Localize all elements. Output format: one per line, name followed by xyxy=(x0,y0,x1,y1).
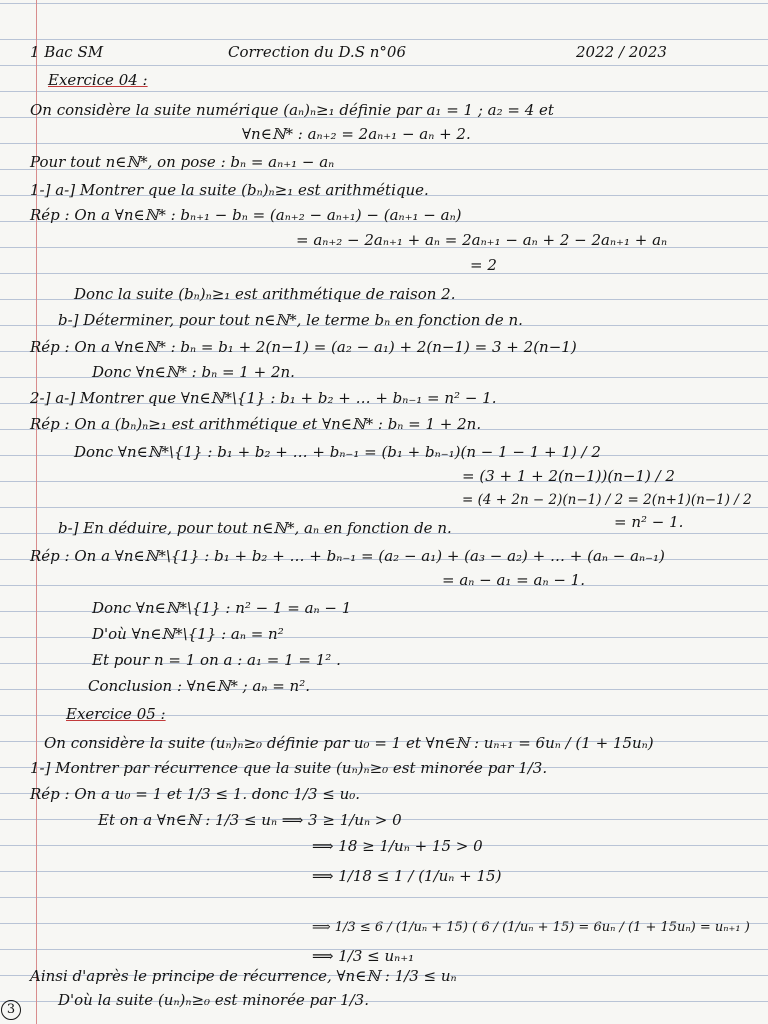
text-line: Pour tout n∈ℕ*, on pose : bₙ = aₙ₊₁ − aₙ xyxy=(30,153,335,171)
exercise-4-title: Exercice 04 : xyxy=(48,71,148,89)
text-line: 1-] Montrer par récurrence que la suite (uₙ)ₙ≥₀ est minorée par 1/3. xyxy=(30,759,548,777)
page-title: Correction du D.S n°06 xyxy=(228,43,406,61)
text-line: On considère la suite (uₙ)ₙ≥₀ définie par u₀ = 1 et ∀n∈ℕ : uₙ₊₁ = 6uₙ / (1 + 15uₙ) xyxy=(44,734,654,752)
text-line: ⟹ 18 ≥ 1/uₙ + 15 > 0 xyxy=(312,837,483,855)
text-line: 2-] a-] Montrer que ∀n∈ℕ*\{1} : b₁ + b₂ + … + bₙ₋₁ = n² − 1. xyxy=(30,389,497,407)
exercise-5-title: Exercice 05 : xyxy=(66,705,166,723)
text-line: Donc ∀n∈ℕ* : bₙ = 1 + 2n. xyxy=(92,363,295,381)
text-line: Rép : On a (bₙ)ₙ≥₁ est arithmétique et ∀n∈ℕ* : bₙ = 1 + 2n. xyxy=(30,415,482,433)
text-line: ⟹ 1/3 ≤ 6 / (1/uₙ + 15) ( 6 / (1/uₙ + 15) = 6uₙ / (1 + 15uₙ) = uₙ₊₁ ) xyxy=(312,920,750,935)
text-line: = aₙ₊₂ − 2aₙ₊₁ + aₙ = 2aₙ₊₁ − aₙ + 2 − 2aₙ₊₁ + aₙ xyxy=(296,231,668,249)
text-line: D'où ∀n∈ℕ*\{1} : aₙ = n² xyxy=(92,625,284,643)
class-label: 1 Bac SM xyxy=(30,43,104,61)
text-line: Rép : On a ∀n∈ℕ* : bₙ₊₁ − bₙ = (aₙ₊₂ − aₙ₊₁) − (aₙ₊₁ − aₙ) xyxy=(30,206,462,224)
text-line: 1-] a-] Montrer que la suite (bₙ)ₙ≥₁ est arithmétique. xyxy=(30,181,429,199)
text-line: Ainsi d'après le principe de récurrence, ∀n∈ℕ : 1/3 ≤ uₙ xyxy=(30,967,457,985)
text-line: = aₙ − a₁ = aₙ − 1. xyxy=(442,571,585,589)
text-line: b-] En déduire, pour tout n∈ℕ*, aₙ en fonction de n. xyxy=(58,519,452,537)
text-line: Rép : On a ∀n∈ℕ*\{1} : b₁ + b₂ + … + bₙ₋₁ = (a₂ − a₁) + (a₃ − a₂) + … + (aₙ − aₙ₋₁) xyxy=(30,547,665,565)
text-line: Donc la suite (bₙ)ₙ≥₁ est arithmétique de raison 2. xyxy=(74,285,456,303)
school-year: 2022 / 2023 xyxy=(576,43,667,61)
text-line: Donc ∀n∈ℕ*\{1} : b₁ + b₂ + … + bₙ₋₁ = (b₁ + bₙ₋₁)(n − 1 − 1 + 1) / 2 xyxy=(74,443,601,461)
text-line: Et on a ∀n∈ℕ : 1/3 ≤ uₙ ⟹ 3 ≥ 1/uₙ > 0 xyxy=(98,811,402,829)
text-line: On considère la suite numérique (aₙ)ₙ≥₁ définie par a₁ = 1 ; a₂ = 4 et xyxy=(30,101,554,119)
text-line: b-] Déterminer, pour tout n∈ℕ*, le terme bₙ en fonction de n. xyxy=(58,311,523,329)
text-line: Donc ∀n∈ℕ*\{1} : n² − 1 = aₙ − 1 xyxy=(92,599,352,617)
text-line: = n² − 1. xyxy=(614,513,684,531)
text-line: D'où la suite (uₙ)ₙ≥₀ est minorée par 1/3. xyxy=(58,991,369,1009)
text-line: Rép : On a ∀n∈ℕ* : bₙ = b₁ + 2(n−1) = (a₂ − a₁) + 2(n−1) = 3 + 2(n−1) xyxy=(30,338,577,356)
text-line: = (3 + 1 + 2(n−1))(n−1) / 2 xyxy=(462,467,675,485)
text-line: Et pour n = 1 on a : a₁ = 1 = 1² . xyxy=(92,651,341,669)
text-line: Rép : On a u₀ = 1 et 1/3 ≤ 1. donc 1/3 ≤ u₀. xyxy=(30,785,361,803)
text-line: = 2 xyxy=(470,256,497,274)
text-line: Conclusion : ∀n∈ℕ* ; aₙ = n². xyxy=(88,677,310,695)
text-line: ⟹ 1/18 ≤ 1 / (1/uₙ + 15) xyxy=(312,867,502,885)
text-line: = (4 + 2n − 2)(n−1) / 2 = 2(n+1)(n−1) / 2 xyxy=(462,492,752,508)
text-line: ∀n∈ℕ* : aₙ₊₂ = 2aₙ₊₁ − aₙ + 2. xyxy=(242,125,471,143)
text-line: ⟹ 1/3 ≤ uₙ₊₁ xyxy=(312,947,415,965)
page-number: 3 xyxy=(1,1000,21,1020)
